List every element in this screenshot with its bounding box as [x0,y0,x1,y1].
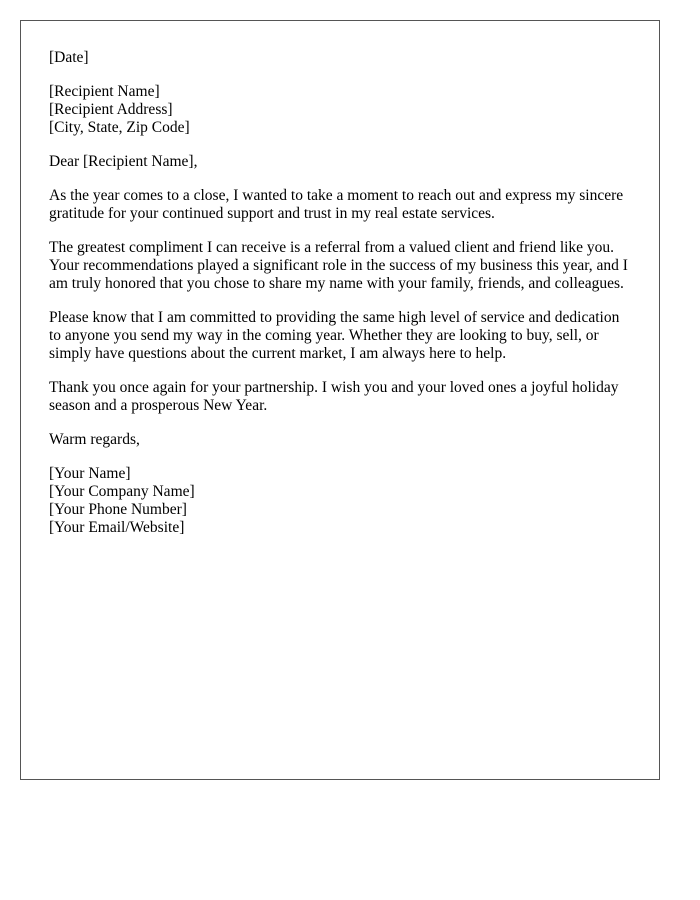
body-paragraph-1: As the year comes to a close, I wanted to take a moment to reach out and express my sincere gratitude for your continued support and trust in my real estate services. [49,187,624,222]
sender-email-website: [Your Email/Website] [49,519,185,536]
body-paragraph-3: Please know that I am committed to providing the same high level of service and dedication to anyone you send my way in the coming year. Whether they are looking to buy, sell, or simply have questions about the current market, I am always here to help. [49,309,620,362]
greeting-block [49,153,631,171]
recipient-name: [Recipient Name] [49,83,160,100]
closing: Warm regards, [49,431,140,448]
recipient-address-block [49,83,631,137]
sender-company: [Your Company Name] [49,483,195,500]
letter-page [20,20,660,780]
greeting: Dear [Recipient Name], [49,153,198,170]
recipient-address: [Recipient Address] [49,101,173,118]
letter-date: [Date] [49,49,89,66]
recipient-city-state-zip: [City, State, Zip Code] [49,119,190,136]
signature-block [49,465,631,537]
sender-name: [Your Name] [49,465,131,482]
sender-phone: [Your Phone Number] [49,501,187,518]
body-paragraph-4: Thank you once again for your partnership. I wish you and your loved ones a joyful holiday season and a prosperous New Year. [49,379,619,414]
closing-block [49,431,631,449]
body-paragraph-2: The greatest compliment I can receive is a referral from a valued client and friend like you. Your recommendations played a significant role in the success of my business this year, and I am truly honored that you chose to share my name with your family, friends, and colleagues. [49,239,628,292]
date-block [49,49,631,67]
